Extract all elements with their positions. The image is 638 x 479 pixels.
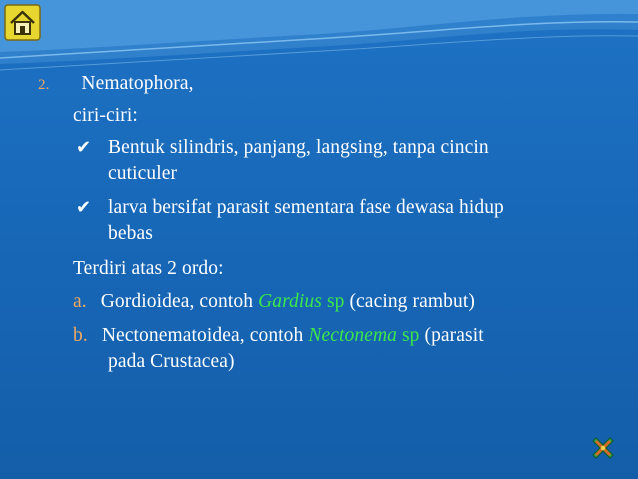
ordo-a-line bbox=[73, 290, 475, 314]
item-heading: Nematophora, bbox=[81, 73, 194, 94]
ordo-intro: Terdiri atas 2 ordo: bbox=[73, 258, 224, 279]
bullet-2-line-1: larva bersifat parasit sementara fase dewasa hidup bbox=[108, 197, 504, 218]
bullet-1-line-1: Bentuk silindris, panjang, langsing, tanpa cincin bbox=[108, 137, 489, 158]
ordo-b-line-2: pada Crustacea) bbox=[108, 351, 235, 372]
item-heading-line bbox=[38, 72, 194, 97]
checkmark-icon: ✔ bbox=[76, 137, 92, 158]
ordo-a-sp: sp bbox=[321, 291, 345, 312]
subheading: ciri-ciri: bbox=[73, 105, 138, 126]
bullet-2-line-2: bebas bbox=[108, 223, 153, 244]
ordo-a-marker: a. bbox=[73, 291, 87, 312]
close-button[interactable] bbox=[588, 433, 618, 463]
ordo-b-line bbox=[73, 324, 484, 348]
ordo-a-prefix: Gordioidea, contoh bbox=[100, 291, 259, 312]
ordo-a-suffix: (cacing rambut) bbox=[344, 291, 475, 312]
close-x-icon bbox=[593, 438, 613, 458]
ordo-a-genus: Gardius bbox=[258, 291, 322, 312]
ordo-b-genus: Nectonema bbox=[308, 325, 397, 346]
checkmark-icon: ✔ bbox=[76, 197, 92, 218]
ordo-b-marker: b. bbox=[73, 325, 88, 346]
ordo-b-sp: sp bbox=[396, 325, 420, 346]
bullet-1-line-2: cuticuler bbox=[108, 163, 178, 184]
ordo-b-prefix: Nectonematoidea, contoh bbox=[101, 325, 309, 346]
ordo-b-suffix: (parasit bbox=[419, 325, 484, 346]
item-number: 2. bbox=[38, 77, 50, 93]
